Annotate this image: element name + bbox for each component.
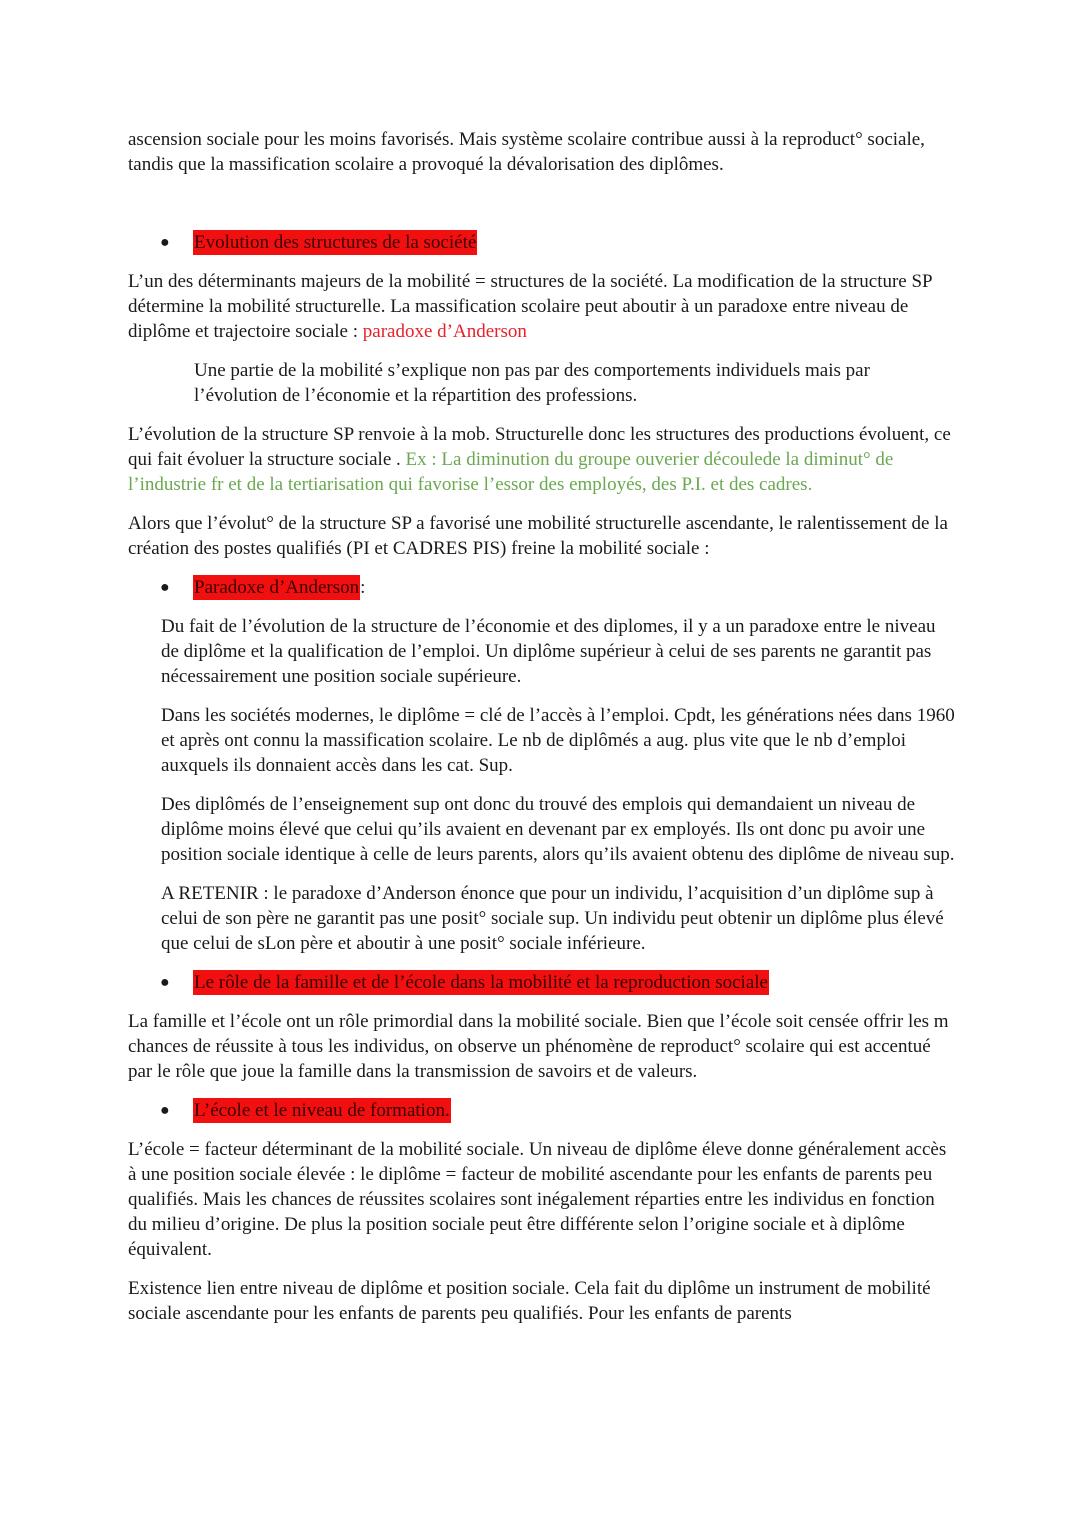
bullet-icon: ● bbox=[160, 234, 170, 251]
heading-text: L’école et le niveau de formation. bbox=[194, 1100, 450, 1121]
paragraph-paradoxe-1: Du fait de l’évolution de la structure de l’économie et des diplomes, il y a un paradoxe entre le niveau de diplôme et la qualification de l’emploi. Un diplôme supérieur à celui de ses parents ne garantit pas nécessairement une position sociale supérieure. bbox=[161, 616, 936, 687]
paragraph-structures bbox=[128, 269, 956, 344]
paragraph-a-retenir: A RETENIR : le paradoxe d’Anderson énonce que pour un individu, l’acquisition d’un diplôme sup à celui de son père ne garantit pas une posit° sociale sup. Un individu peut obtenir un diplôme plus élevé que celui de sLon père et aboutir à une posit° sociale inférieure. bbox=[161, 883, 944, 954]
bullet-icon: ● bbox=[160, 1102, 170, 1119]
bullet-icon: ● bbox=[160, 579, 170, 596]
paragraph-text: L’évolution de la structure SP renvoie à la mob. Structurelle donc les structures des productions évoluent, ce qui fait évoluer la structure sociale . bbox=[128, 424, 951, 470]
paragraph-intro: ascension sociale pour les moins favorisés. Mais système scolaire contribue aussi à la reproduct° sociale, tandis que la massification scolaire a provoqué la dévalorisation des diplômes. bbox=[128, 129, 925, 175]
paragraph-text: L’un des déterminants majeurs de la mobilité = structures de la société. La modification de la structure SP détermine la mobilité structurelle. La massification scolaire peut aboutir à un paradoxe entre niveau de diplôme et trajectoire sociale : bbox=[128, 271, 932, 342]
paragraph-paradoxe-3: Des diplômés de l’enseignement sup ont donc du trouvé des emplois qui demandaient un niveau de diplôme moins élevé que celui qu’ils avaient en devenant par ex employés. Ils ont donc pu avoir une position sociale identique à celle de leurs parents, alors qu’ils avaient obtenu des diplôme de niveau sup. bbox=[161, 794, 955, 865]
paragraph-evolution-sp bbox=[128, 422, 956, 497]
bullet-icon: ● bbox=[160, 974, 170, 991]
paragraph-lien-diplome: Existence lien entre niveau de diplôme et position sociale. Cela fait du diplôme un instrument de mobilité sociale ascendante pour les enfants de parents peu qualifiés. Pour les enfants de parents bbox=[128, 1278, 931, 1324]
heading-ecole-formation bbox=[128, 1098, 956, 1123]
heading-evolution-structures bbox=[128, 230, 956, 255]
heading-text: Paradoxe d’Anderson bbox=[194, 577, 360, 598]
heading-text: Le rôle de la famille et de l’école dans la mobilité et la reproduction sociale bbox=[194, 972, 768, 993]
paragraph-famille-ecole: La famille et l’école ont un rôle primordial dans la mobilité sociale. Bien que l’école soit censée offrir les m chances de réussite à tous les individus, on observe un phénomène de reproduct° scolaire qui est accentué par le rôle que joue la famille dans la transmission de savoirs et de valeurs. bbox=[128, 1011, 949, 1082]
paragraph-ralentissement: Alors que l’évolut° de la structure SP a favorisé une mobilité structurelle ascendante, le ralentissement de la création des postes qualifiés (PI et CADRES PIS) freine la mobilité sociale : bbox=[128, 513, 948, 559]
heading-paradoxe-anderson bbox=[128, 575, 956, 600]
paragraph-ecole-facteur: L’école = facteur déterminant de la mobilité sociale. Un niveau de diplôme éleve donne généralement accès à une position sociale élevée : le diplôme = facteur de mobilité ascendante pour les enfants de parents peu qualifiés. Mais les chances de réussites scolaires sont inégalement réparties entre les individus en fonction du milieu d’origine. De plus la position sociale peut être différente selon l’origine sociale et à diplôme équivalent. bbox=[128, 1139, 947, 1260]
heading-role-famille-ecole bbox=[128, 970, 956, 995]
green-example: Ex : La diminution du groupe ouverier découlede la diminut° de l’industrie fr et de la tertiarisation qui favorise l’essor des employés, des P.I. et des cadres. bbox=[128, 449, 894, 495]
heading-suffix: : bbox=[360, 577, 366, 598]
heading-text: Evolution des structures de la société bbox=[194, 232, 477, 253]
red-term: paradoxe d’Anderson bbox=[362, 321, 527, 342]
paragraph-paradoxe-2: Dans les sociétés modernes, le diplôme = clé de l’accès à l’emploi. Cpdt, les générations nées dans 1960 et après ont connu la massification scolaire. Le nb de diplômés a aug. plus vite que le nb d’emploi auxquels ils donnaient accès dans les cat. Sup. bbox=[161, 705, 955, 776]
quote-mobilite: Une partie de la mobilité s’explique non pas par des comportements individuels mais par l’évolution de l’économie et la répartition des professions. bbox=[194, 360, 870, 406]
